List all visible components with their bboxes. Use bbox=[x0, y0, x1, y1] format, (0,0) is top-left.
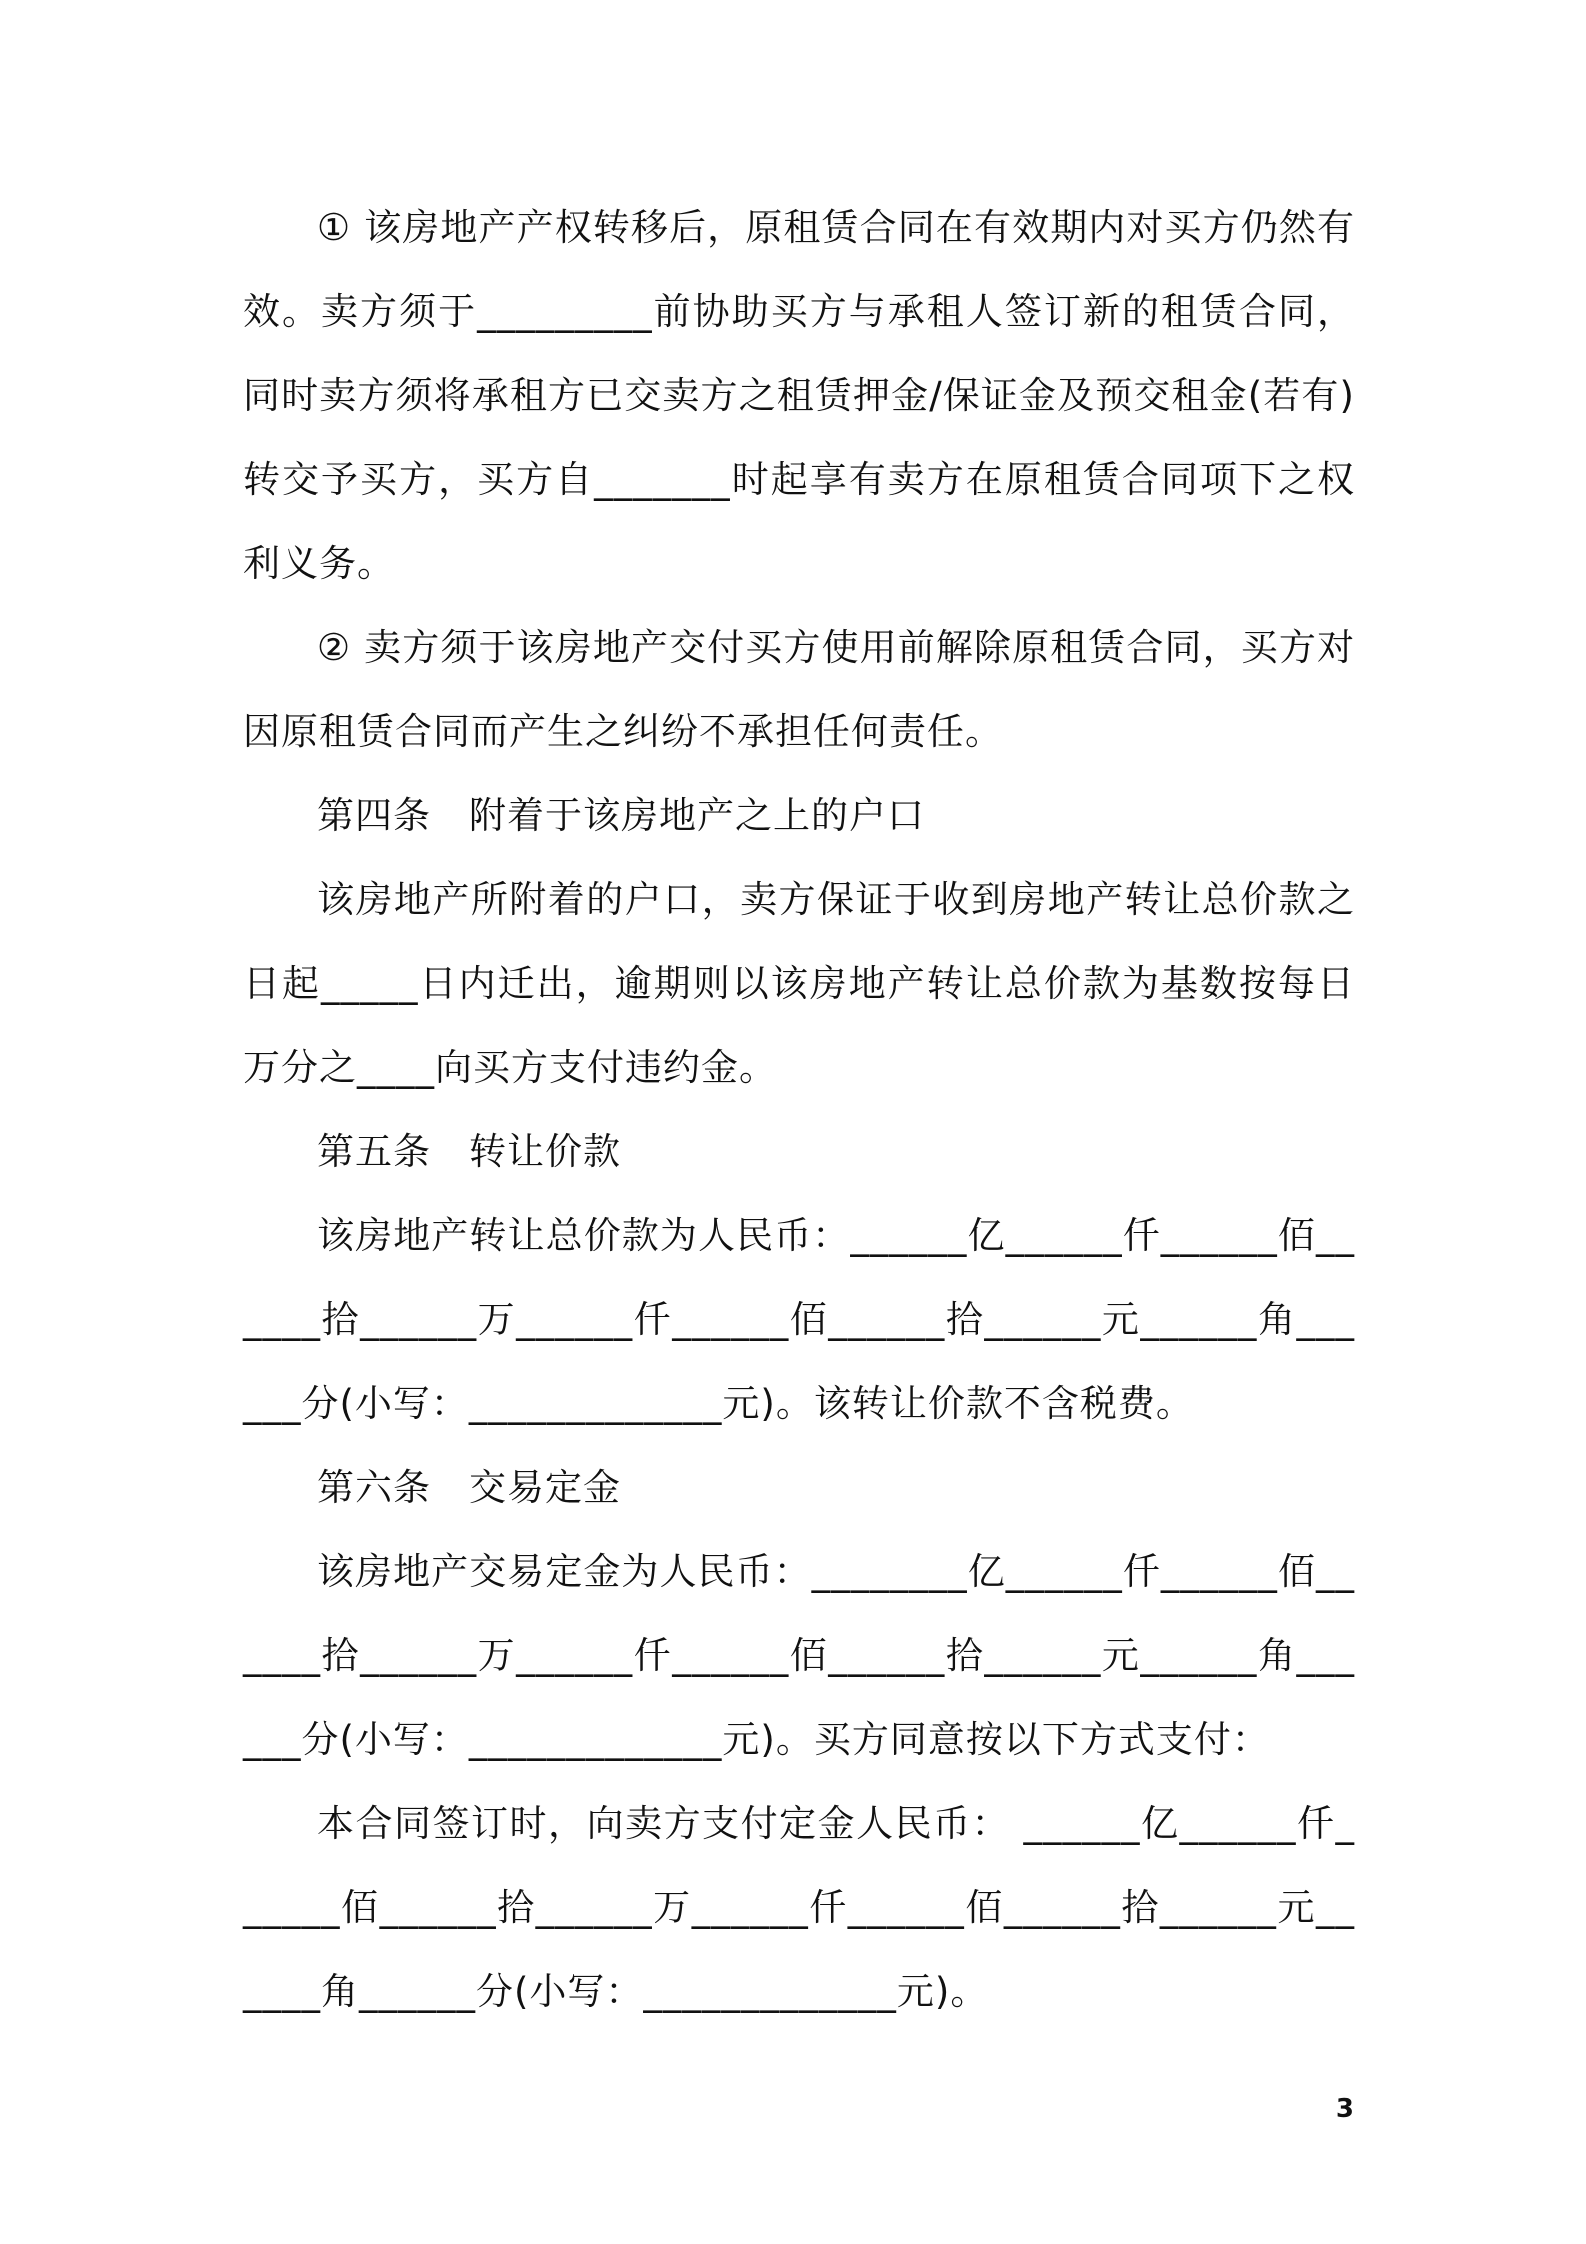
paragraph-deposit-amount: 该房地产交易定金为人民币：________亿______仟______佰______拾______万______仟______佰______拾______元______角______分(小写：_____________元)。买方同意按以下方式支付： bbox=[243, 1550, 1355, 1761]
article-4-heading: 第四条 附着于该房地产之上的户口 bbox=[317, 794, 925, 837]
article-6-heading: 第六条 交易定金 bbox=[317, 1466, 621, 1509]
paragraph-household-registration: 该房地产所附着的户口，卖方保证于收到房地产转让总价款之日起_____日内迁出，逾期则以该房地产转让总价款为基数按每日万分之____向买方支付违约金。 bbox=[243, 878, 1355, 1089]
article-5-heading: 第五条 转让价款 bbox=[317, 1130, 621, 1173]
page-number: 3 bbox=[1335, 2094, 1354, 2124]
paragraph-lease-termination: ② 卖方须于该房地产交付买方使用前解除原租赁合同，买方对因原租赁合同而产生之纠纷不承担任何责任。 bbox=[243, 626, 1355, 753]
paragraph-deposit-payment: 本合同签订时，向卖方支付定金人民币： ______亿______仟______佰______拾______万______仟______佰______拾______元______角______分(小写：_____________元)。 bbox=[243, 1802, 1355, 2013]
contract-body bbox=[243, 186, 1355, 2034]
paragraph-lease-transfer: ① 该房地产产权转移后，原租赁合同在有效期内对买方仍然有效。卖方须于_________前协助买方与承租人签订新的租赁合同，同时卖方须将承租方已交卖方之租赁押金/保证金及预交租金(若有)转交予买方，买方自_______时起享有卖方在原租赁合同项下之权利义务。 bbox=[243, 206, 1355, 585]
paragraph-transfer-price: 该房地产转让总价款为人民币：______亿______仟______佰______拾______万______仟______佰______拾______元______角______分(小写：_____________元)。该转让价款不含税费。 bbox=[243, 1214, 1355, 1425]
